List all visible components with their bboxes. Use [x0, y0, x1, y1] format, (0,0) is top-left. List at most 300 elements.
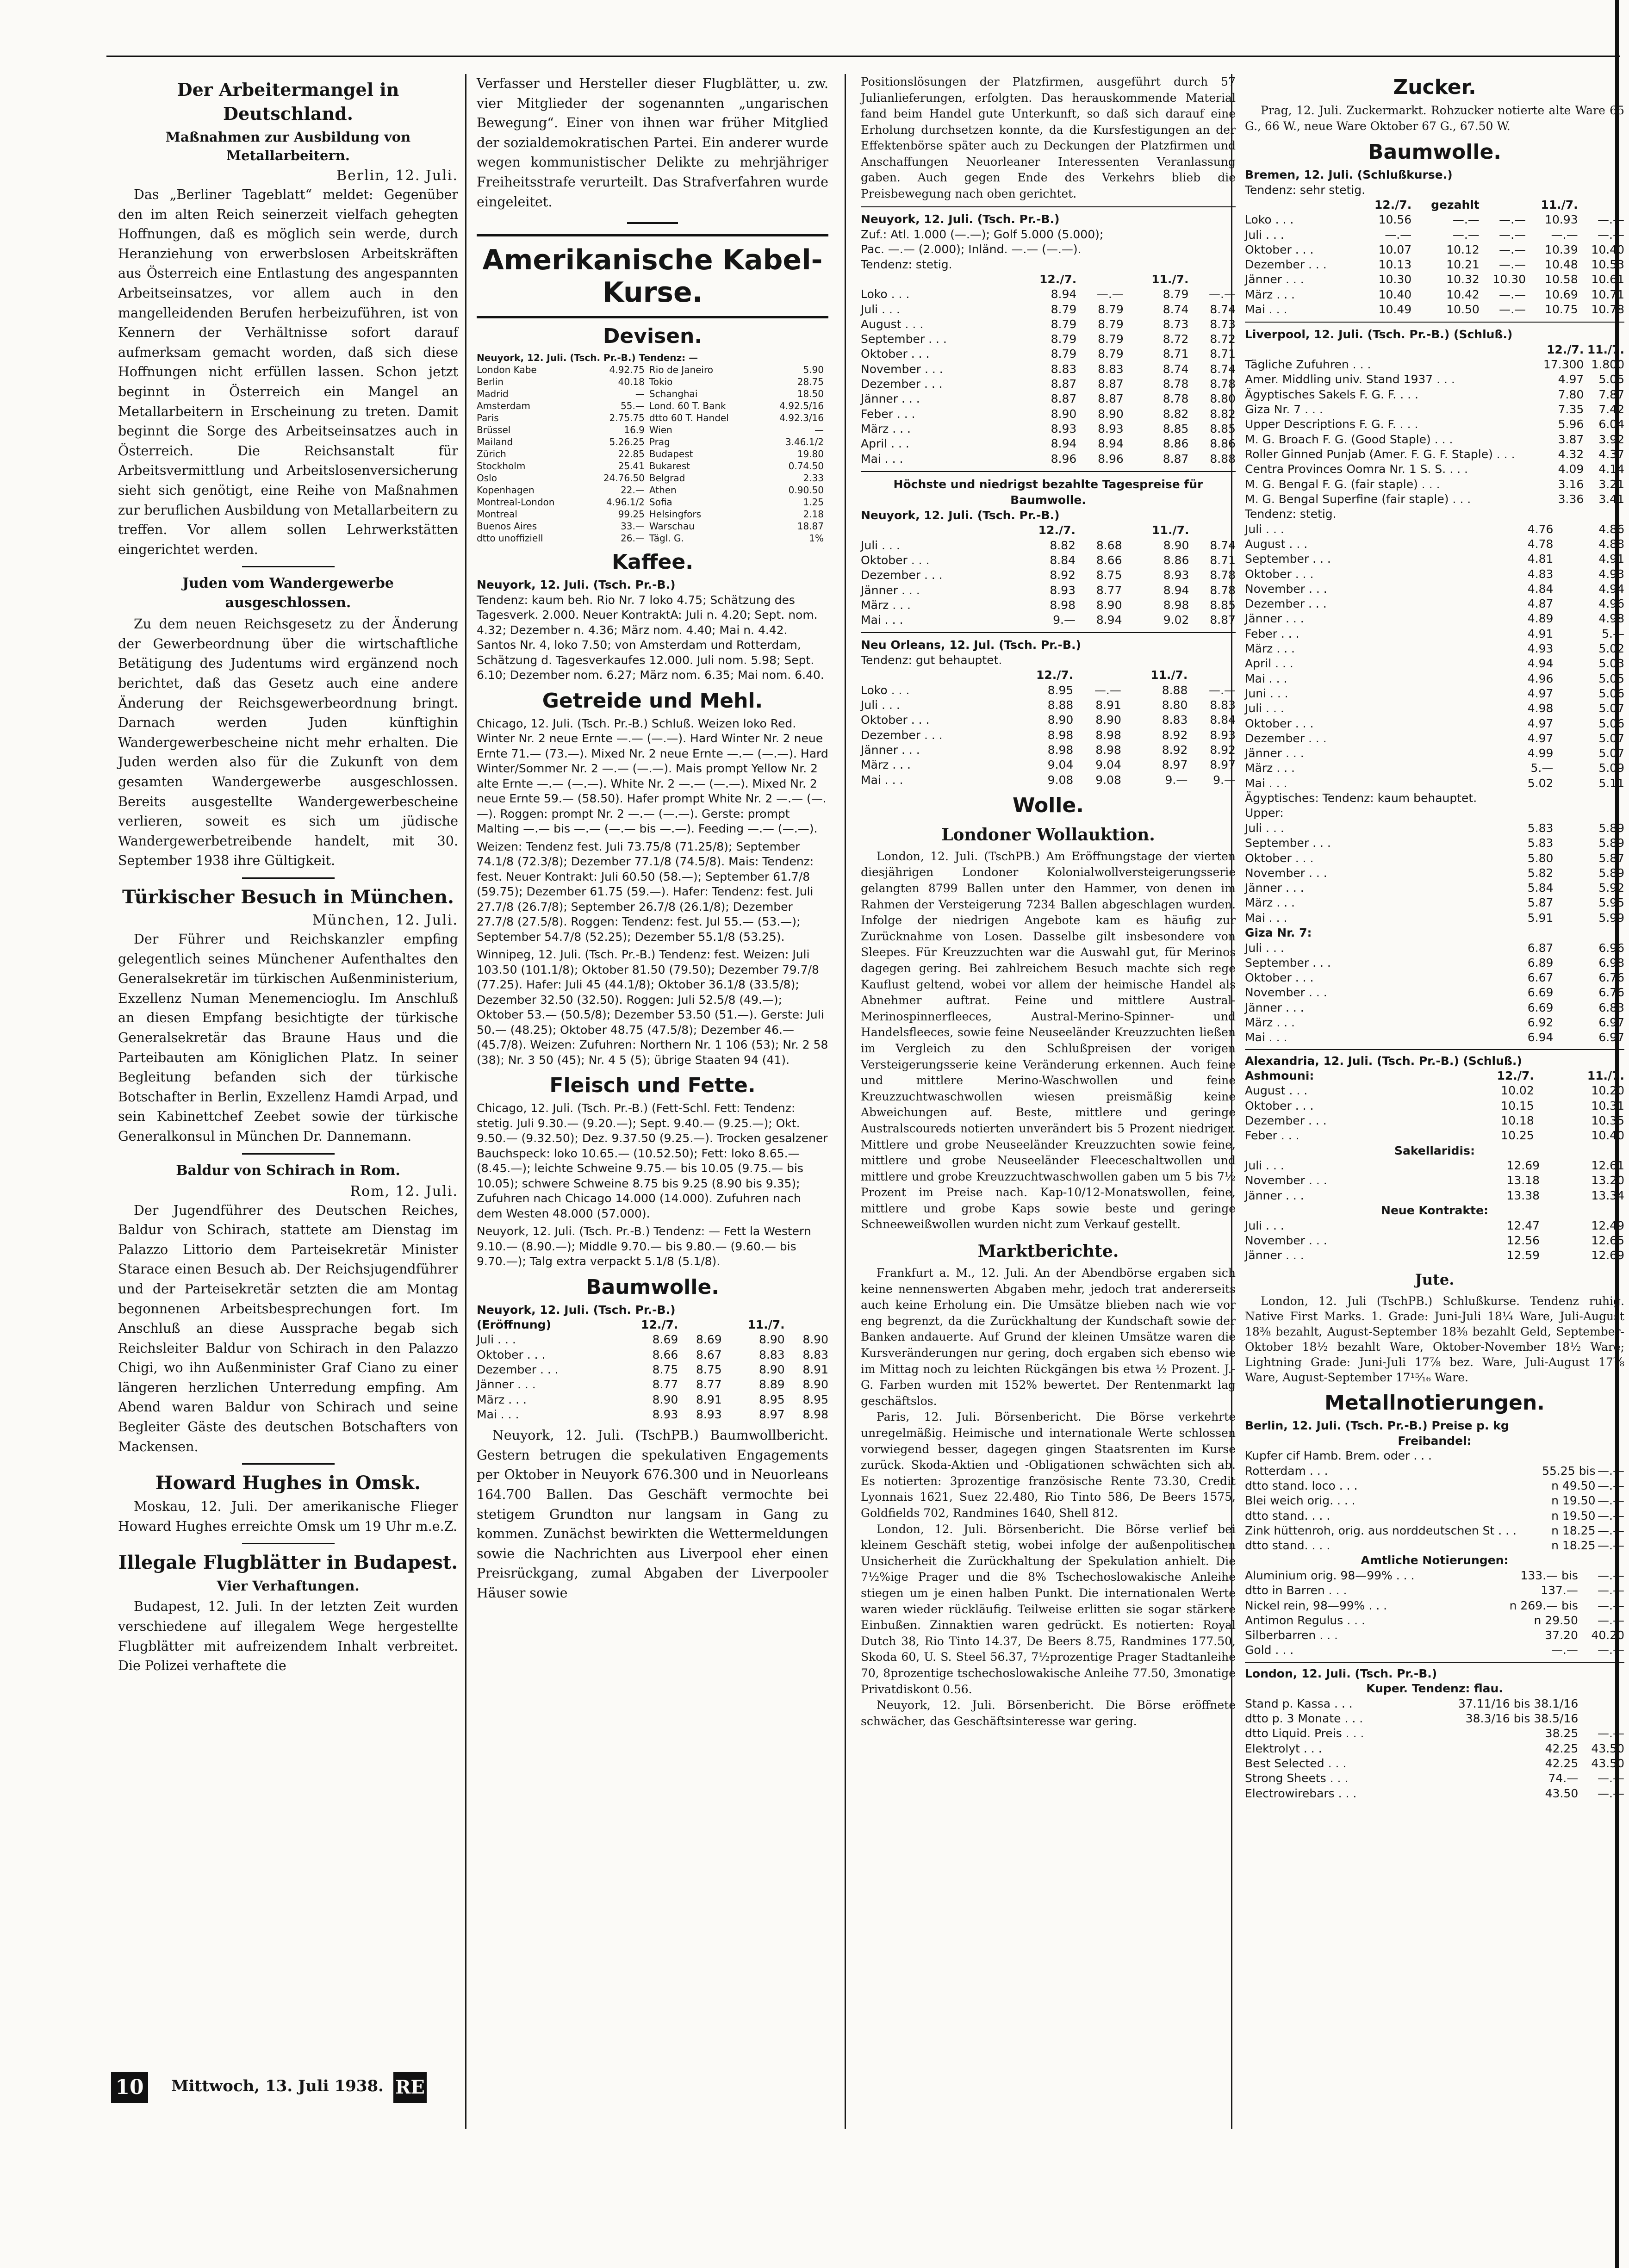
table-row — [477, 1377, 828, 1392]
row-label: Dezember . . . — [861, 568, 943, 582]
currency-name: Tägl. G. — [649, 533, 684, 544]
section-title: Höchste und niedrigst bezahlte Tagespreise für Baumwolle. — [893, 477, 1203, 507]
issue-date: Mittwoch, 13. Juli 1938. — [171, 2077, 384, 2095]
quote-value: —.— — [1499, 303, 1526, 317]
quote-value: 13.34 — [1591, 1188, 1624, 1202]
column-header: 12./7. — [641, 1318, 678, 1332]
market-report: Weizen: Tendenz fest. Juli 73.75/8 (71.25/8); September 74.1/8 (72.3/8); Dezember 77.1/8 (74.5/8). Mais: Tendenz: fest. Neuer Kontrakt: Juli 60.50 (58.—); September 61.7/8 (59.75); Dezember 61.75 (59.—). Hafer: Tendenz: fest. Juli 27.7/8 (26.7/8); September 26.7/8 (26.1/8); Dezember 27.7/8 (27.5/8). Roggen: Tendenz: fest. Jul 55.— (53.—); September 54.7/8 (52.25); Dezember 55.1/8 (53.25). — [477, 839, 814, 944]
row-label: Juli . . . — [477, 1333, 516, 1347]
table-row — [861, 713, 1236, 727]
currency-rate: 4.92.75 — [609, 364, 645, 376]
currency-name: Lond. 60 T. Bank — [649, 400, 726, 412]
quote-value: 4.09 — [1558, 462, 1584, 476]
quote-value: 8.87 — [1051, 377, 1077, 391]
quote-value: 43.50 — [1545, 1786, 1579, 1800]
row-label: Oktober . . . — [861, 553, 930, 567]
quote-value: 8.90 — [1047, 713, 1074, 727]
quote-value: 8.85 — [1163, 422, 1189, 435]
table-row — [1245, 716, 1624, 731]
market-report: Prag, 12. Juli. Zuckermarkt. Rohzucker notierte alte Ware 65 G., 66 W., neue Ware Oktober 67 G., 67.50 W. — [1245, 104, 1624, 133]
quote-value: 10.69 — [1545, 287, 1578, 301]
article-title: Türkischer Besuch in München. — [122, 886, 454, 908]
market-line: Pac. —.— (2.000); Inländ. —.— (—.—). — [861, 242, 1082, 256]
quote-value: 12.49 — [1591, 1218, 1624, 1232]
row-label: Roller Ginned Punjab (Amer. F. G. F. Staple) . . . — [1245, 447, 1515, 461]
row-label: Juli . . . — [1245, 941, 1284, 955]
quote-value: 8.78 — [1210, 583, 1236, 597]
quote-value: 38.25 — [1545, 1727, 1579, 1740]
divider — [242, 1543, 335, 1544]
quote-value: 3.21 — [1598, 477, 1624, 491]
column-header — [1189, 523, 1236, 538]
quote-value: 8.95 — [802, 1392, 828, 1406]
row-label: dtto stand. . . . — [1245, 1539, 1331, 1553]
table-row — [1245, 746, 1624, 761]
article-body: Moskau, 12. Juli. Der amerikanische Flieger Howard Hughes erreichte Omsk um 19 Uhr m.e.Z. — [118, 1499, 458, 1534]
currency-name: Berlin — [477, 376, 504, 388]
row-label: Jänner . . . — [861, 583, 920, 597]
table-row — [1245, 641, 1624, 656]
quote-value: —.— — [1499, 213, 1526, 227]
table-row — [861, 436, 1236, 451]
quote-value: 10.53 — [1591, 258, 1624, 272]
currency-name: Stockholm — [477, 460, 526, 472]
quote-value: —.— — [1598, 1786, 1624, 1800]
row-label: November . . . — [1245, 1233, 1327, 1247]
currency-rate: 55.— — [621, 400, 645, 412]
table-row — [861, 302, 1236, 317]
row-label: M. G. Bengal F. G. (fair staple) . . . — [1245, 477, 1440, 491]
row-label: Giza Nr. 7 . . . — [1245, 403, 1323, 416]
section-title: Marktberichte. — [977, 1242, 1119, 1261]
market-header: London, 12. Juli. (Tsch. Pr.-B.) — [1245, 1666, 1437, 1680]
market-line: Freibandel: — [1398, 1434, 1472, 1448]
row-label: November . . . — [1245, 1174, 1327, 1187]
quote-value: —.— — [1598, 1584, 1624, 1597]
table-header — [1245, 198, 1624, 212]
quote-value: 4.97 — [1527, 716, 1554, 730]
article-body: Das „Berliner Tageblatt“ meldet: Gegenüber den im alten Reich seinerzeit vielfach gehegten Hoffnungen, daß es möglich sein werde, durch Heranziehung von erwerbslosen Arbeitskräften aus Österreich eine Entlastung des angespannten Arbeitseinsatzes, vor allem auch in den mangelleidenden Berufen herbeizuführen, ist von Kennern der Verhältnisse sofort darauf aufmerksam gemacht worden, daß sich diese Hoffnungen nicht erfüllen lassen. Schon jetzt beginnt in Österreich ein Mangel an Metallarbeitern in Erscheinung zu treten. Damit beginnt die Sorge des Arbeitseinsatzes auch in Österreich. Die Reichsanstalt für Arbeitsvermittlung und Arbeitslosenversicherung sieht sich genötigt, eine Reihe von Maßnahmen zur beruflichen Ausbildung von Metallarbeitern zu treffen. Vor allem sollen Lehrwerkstätten eingerichtet werden. — [118, 187, 458, 557]
row-label: Jänner . . . — [1245, 881, 1304, 895]
currency-rate: 1.25 — [803, 497, 824, 508]
quote-value: —.— — [1094, 683, 1121, 697]
quote-value: 8.98 — [1095, 728, 1121, 742]
article-continuation: Positionslösungen der Platzfirmen, ausgeführt durch 57 Julianlieferungen, erfolgten. Das herauskommende Material fand beim Handel gute Unterkunft, so daß sich darauf eine Erholung durchsetzen konnte, da die Kursfestigungen an der Effektenbörse später auch zu Deckungen der Platzfirmen und Anschaffungen Neuorleaner Interessenten Veranlassung gaben. Auch gegen Ende des Verkehrs blieb die Preisbewegung nach oben gerichtet. — [861, 75, 1236, 200]
quote-value: 3.16 — [1558, 477, 1584, 491]
quote-value: 4.98 — [1527, 702, 1554, 715]
quote-value: 8.77 — [696, 1378, 722, 1392]
row-label: Loko . . . — [861, 683, 910, 697]
quote-value: 4.91 — [1598, 552, 1624, 566]
quote-value — [1578, 1711, 1624, 1726]
market-report: Winnipeg, 12. Juli. (Tsch. Pr.-B.) Tendenz: fest. Weizen: Juli 103.50 (101.1/8); Oktober 81.50 (79.50); Dezember 79.7/8 (77.25). Hafer: Juli 45 (44.1/8); Oktober 36.1/8 (33.5/8); Dezember 32.50 (32.50). Roggen: Juli 52.5/8 (49.—); Oktober 53.— (50.5/8); Dezember 53.50 (51.—). Gerste: Juli 50.— (48.25); Oktober 48.75 (47.5/8); Dezember 46.— (45.7/8). Weizen: Zufuhren: Northern Nr. 1 106 (53); Nr. 2 58 (38); Nr. 3 50 (45); Nr. 4 5 (5); übrige Staaten 94 (41). — [477, 948, 828, 1067]
cotton-table — [1245, 1218, 1624, 1263]
row-label: Oktober . . . — [1245, 851, 1314, 865]
quote-value: 8.79 — [1051, 347, 1077, 361]
section-title: Baumwolle. — [586, 1275, 719, 1299]
currency-rate: 22.85 — [618, 448, 645, 460]
article-subtitle: Maßnahmen zur Ausbildung von Metallarbeitern. — [165, 129, 411, 163]
devisen-row — [477, 412, 828, 424]
quote-value: 8.84 — [1210, 713, 1236, 727]
currency-rate: 19.80 — [797, 448, 824, 460]
cotton-table — [1245, 198, 1624, 317]
market-report: London, 12. Juli. (TschPB.) Am Eröffnungstage der vierten diesjährigen Londoner Kolonialwollversteigerungsserie gelangten 8799 Ballen unter den Hammer, von denen im Rahmen der Versteigerung 7234 Ballen abgeschlagen wurden. Infolge der niedrigen Angebote kam es häufig zur Zurücknahme von Losen. Dasselbe gilt insbesondere von Sleepes. Für Kreuzzuchten war die Auswahl gut, für Merinos dagegen gering. Bei zahlreichem Besuch machte sich rege Kauflust geltend, wobei vor allem der heimische Handel als Abnehmer auftrat. Feine und mittlere Austral-Merinospinnerfleeces, Austral-Merino-Spinner- und Handelsfleeces, sowie feine Neuseeländer Kreuzzuchten ließen im Vergleich zu den Schlußpreisen der vorigen Versteigerungsserie keine Veränderung erkennen. Auch feine und mittlere Merino-Waschwollen und feine Kreuzzuchtwaschwollen wiesen preismäßig keine Abweichungen auf. Beste, mittlere und geringe Australscoureds notierten unverändert bis 5 Prozent niedriger. Mittlere und grobe Neuseeländer Kreuzzuchten sowie feine, mittlere und grobe Neuseeländer Fleeceschaltwollen und mittlere und grobe Kreuzzuchtwaschwollen gaben um 5 bis 7½ Prozent im Preise nach. Kap-10/12-Monatswollen, feine, mittlere und grobe Kaps sowie beste und geringe Schneeweißwollen wurden nicht zum Verkauf gestellt. — [861, 849, 1236, 1231]
quote-value: 8.79 — [1098, 302, 1124, 316]
quote-value: —.— — [1499, 258, 1526, 272]
market-header: Liverpool, 12. Juli. (Tsch. Pr.-B.) (Schluß.) — [1245, 328, 1513, 342]
table-row — [1245, 272, 1624, 287]
divider — [242, 1153, 335, 1155]
row-label: Juli . . . — [1245, 1159, 1284, 1173]
quote-value: 137.— — [1541, 1584, 1578, 1597]
devisen-row — [477, 376, 828, 388]
devisen-table — [477, 364, 828, 544]
quote-value: 10.35 — [1591, 1114, 1624, 1128]
currency-rate: 22.— — [621, 485, 645, 496]
row-label: August . . . — [1245, 1084, 1308, 1098]
section-title: Jute. — [1415, 1271, 1455, 1289]
quote-value: 10.30 — [1378, 273, 1412, 286]
row-label: Oktober . . . — [1245, 971, 1314, 985]
column-header — [785, 1317, 828, 1332]
column-header: 12./7. — [1036, 668, 1074, 682]
row-label: Mai . . . — [477, 1407, 519, 1421]
quote-value: 12.59 — [1506, 1249, 1540, 1262]
quote-value: 5.06 — [1598, 686, 1624, 700]
quote-value: 10.93 — [1545, 213, 1578, 227]
row-label: März . . . — [1245, 1016, 1295, 1030]
column-header — [1188, 668, 1236, 683]
table-row — [1245, 611, 1624, 626]
currency-rate: 4.92.3/16 — [779, 412, 824, 424]
quote-value: 37.11/16 bis 38.1/16 — [1458, 1696, 1579, 1710]
currency-rate: — — [635, 388, 645, 400]
cotton-table — [1245, 821, 1624, 926]
row-label: Blei weich orig. . . . — [1245, 1494, 1355, 1508]
market-report: Neuyork, 12. Juli. (Tsch. Pr.-B.) Tendenz: — Fett la Western 9.10.— (8.90.—); Middle 9.70.— bis 9.80.— (9.60.— bis 9.70.—); Talg extra verpackt 5.1/8 (5.1/8). — [477, 1224, 811, 1268]
table-row — [1245, 287, 1624, 302]
row-label: Jänner . . . — [1245, 612, 1304, 626]
quote-value: 38.3/16 bis 38.5/16 — [1465, 1712, 1579, 1726]
table-row — [1245, 1628, 1624, 1643]
table-row — [1245, 357, 1624, 372]
currency-name: Kopenhagen — [477, 485, 535, 496]
quote-value: 8.79 — [1051, 302, 1077, 316]
row-label: dtto in Barren . . . — [1245, 1584, 1347, 1597]
quote-value: —.— — [1209, 683, 1236, 697]
row-label: Juli . . . — [861, 302, 900, 316]
quote-value: 4.97 — [1527, 731, 1554, 745]
column-header: 12./7. — [1039, 273, 1077, 286]
quote-value: 4.78 — [1527, 537, 1554, 551]
quote-value: 6.97 — [1598, 1031, 1624, 1044]
quote-value: 4.86 — [1598, 522, 1624, 536]
row-label: September . . . — [1245, 552, 1331, 566]
quote-value: 8.79 — [1098, 317, 1124, 331]
currency-rate: 4.92.5/16 — [779, 400, 824, 412]
row-label: Dezember . . . — [1245, 731, 1327, 745]
quote-value: 8.92 — [1162, 728, 1188, 742]
row-label: Juli . . . — [1245, 702, 1284, 715]
quote-value: 10.20 — [1591, 1084, 1624, 1098]
quote-value: 10.18 — [1501, 1114, 1534, 1128]
quote-value: 10.12 — [1446, 242, 1480, 256]
table-row — [1245, 1248, 1624, 1263]
quote-value: 8.93 — [1050, 583, 1076, 597]
quote-value: 10.50 — [1446, 303, 1480, 317]
row-label: Dezember . . . — [1245, 258, 1327, 272]
table-row — [1245, 302, 1624, 317]
quote-value: 42.25 — [1545, 1741, 1579, 1755]
quote-value — [1578, 1696, 1624, 1711]
table-row — [1245, 1464, 1624, 1479]
quote-value: —.— — [1452, 213, 1480, 227]
table-header — [1245, 1069, 1624, 1083]
quote-value: 5.02 — [1527, 776, 1554, 790]
quote-value: 8.71 — [1163, 347, 1189, 361]
quote-value: 8.98 — [1047, 728, 1074, 742]
currency-name: Montreal — [477, 509, 517, 520]
quote-value: 6.96 — [1598, 941, 1624, 955]
quote-value: 7.35 — [1558, 403, 1584, 416]
table-row — [1245, 582, 1624, 597]
article-title: Der Arbeitermangel in Deutschland. — [177, 79, 399, 124]
table-row — [477, 1392, 828, 1407]
currency-name: Helsingfors — [649, 509, 702, 520]
quote-value: 8.94 — [1051, 287, 1077, 301]
table-row — [1245, 851, 1624, 866]
devisen-row — [477, 496, 828, 508]
currency-name: Paris — [477, 412, 499, 424]
currency-name: Madrid — [477, 388, 509, 400]
quote-value: 4.94 — [1527, 657, 1554, 671]
quote-value: 8.75 — [1096, 568, 1122, 582]
table-row — [1245, 761, 1624, 776]
quote-value: 4.89 — [1527, 612, 1554, 626]
quote-value: 5.83 — [1527, 836, 1554, 850]
cotton-table — [1245, 522, 1624, 791]
market-header: Neuyork, 12. Juli. (Tsch. Pr.-B.) — [477, 578, 676, 592]
quote-value: 8.83 — [1162, 713, 1188, 727]
quote-value: —.— — [1096, 287, 1124, 301]
table-row — [1245, 1643, 1624, 1658]
devisen-row — [477, 520, 828, 532]
quote-value: 5.07 — [1598, 731, 1624, 745]
quote-value: 8.93 — [1210, 728, 1236, 742]
divider — [1245, 1049, 1624, 1050]
table-row — [1245, 1158, 1624, 1173]
quote-value: 4.97 — [1558, 373, 1584, 386]
row-label: Aluminium orig. 98—99% . . . — [1245, 1568, 1415, 1582]
row-label: dtto Liquid. Preis . . . — [1245, 1727, 1364, 1740]
column-header: Ashmouni: — [1245, 1069, 1314, 1083]
quote-value: 8.78 — [1210, 377, 1236, 391]
quote-value: 6.89 — [1527, 956, 1554, 969]
quote-value: 6.69 — [1527, 986, 1554, 1000]
quote-value: 8.85 — [1210, 422, 1236, 435]
row-label: März . . . — [1245, 642, 1295, 656]
article-title: Howard Hughes in Omsk. — [155, 1472, 421, 1494]
quote-value: 5.87 — [1598, 851, 1624, 865]
quote-value: 8.91 — [802, 1363, 828, 1377]
quote-value: —.— — [1385, 228, 1412, 242]
quote-value: 37.20 — [1545, 1628, 1578, 1642]
table-header — [1245, 342, 1624, 357]
quote-value: 9.08 — [1095, 773, 1121, 787]
table-row — [861, 583, 1236, 598]
currency-rate: 16.9 — [624, 424, 645, 436]
column-header: gezahlt — [1431, 198, 1480, 211]
quote-value: 8.88 — [1047, 698, 1074, 712]
table-row — [1245, 1113, 1624, 1128]
table-header — [861, 272, 1236, 287]
market-header: Bremen, 12. Juli. (Schlußkurse.) — [1245, 168, 1453, 181]
devisen-row — [477, 460, 828, 472]
market-line: Kuper. Tendenz: flau. — [1366, 1682, 1503, 1696]
row-label: Elektrolyt . . . — [1245, 1741, 1322, 1755]
currency-name: Buenos Aires — [477, 521, 537, 532]
table-row — [1245, 686, 1624, 701]
quote-value: 4.81 — [1527, 552, 1554, 566]
market-line: Tendenz: stetig. — [861, 257, 952, 271]
currency-rate: 18.50 — [797, 388, 824, 400]
quote-value: —.— — [1598, 213, 1624, 227]
row-label: dtto p. 3 Monate . . . — [1245, 1712, 1363, 1726]
quote-value: 10.71 — [1591, 287, 1624, 301]
quote-value: 8.93 — [1098, 422, 1124, 435]
devisen-row — [477, 424, 828, 436]
quote-value: 9.08 — [1047, 773, 1074, 787]
devisen-row — [477, 448, 828, 460]
quote-value: 8.96 — [1051, 452, 1077, 466]
table-row — [1245, 941, 1624, 956]
quote-value: 8.92 — [1210, 743, 1236, 757]
quote-value: 8.66 — [1096, 553, 1122, 567]
quote-value: 8.74 — [1163, 302, 1189, 316]
quote-value: 8.98 — [802, 1407, 828, 1421]
quote-value: 3.36 — [1558, 492, 1584, 506]
table-row — [1245, 432, 1624, 447]
currency-name: Prag — [649, 436, 670, 448]
table-row — [1245, 1711, 1624, 1726]
quote-value: 8.94 — [1163, 583, 1189, 597]
quote-value: n 29.50 — [1534, 1613, 1578, 1627]
market-line: Zuf.: Atl. 1.000 (—.—); Golf 5.000 (5.000); — [861, 227, 1104, 241]
quote-value: —.— — [1598, 1479, 1624, 1492]
row-label: Jänner . . . — [477, 1378, 536, 1392]
quote-value: 8.87 — [1098, 377, 1124, 391]
row-label: November . . . — [1245, 986, 1327, 1000]
quote-value: 7.80 — [1558, 387, 1584, 401]
quote-value: 5.05 — [1598, 671, 1624, 685]
quote-value: 10.40 — [1591, 242, 1624, 256]
row-label: März . . . — [1245, 761, 1295, 775]
row-label: März . . . — [861, 422, 911, 435]
quote-value: 9.04 — [1047, 758, 1074, 772]
quote-value: 8.96 — [1098, 452, 1124, 466]
quote-value: 13.18 — [1506, 1174, 1540, 1187]
quote-value: 5.89 — [1598, 821, 1624, 835]
column-rule-1 — [465, 74, 466, 2129]
column-header: 12./7. — [1038, 523, 1076, 537]
row-label: Feber . . . — [861, 407, 915, 421]
quote-value: 5.— — [1602, 627, 1624, 640]
quote-value: 4.87 — [1527, 597, 1554, 611]
quote-value: —.— — [1452, 228, 1480, 242]
column-header: 11./7. — [1587, 1069, 1624, 1083]
quote-value: 6.94 — [1527, 1031, 1554, 1044]
table-row — [1245, 1568, 1624, 1583]
market-line: Giza Nr. 7: — [1245, 926, 1312, 940]
currency-rate: 18.87 — [797, 521, 824, 532]
divider — [861, 471, 1236, 472]
table-row — [1245, 1726, 1624, 1741]
quote-value: 5.89 — [1598, 836, 1624, 850]
quote-value: 4.32 — [1558, 447, 1584, 461]
table-row — [1245, 1741, 1624, 1756]
table-row — [1245, 701, 1624, 716]
quote-value: 8.94 — [1098, 437, 1124, 451]
quote-value: 8.83 — [759, 1348, 785, 1361]
table-header — [861, 523, 1236, 538]
row-label: Mai . . . — [1245, 911, 1287, 925]
cotton-table — [861, 523, 1236, 628]
quote-value: 12.69 — [1506, 1159, 1540, 1173]
currency-name: Bukarest — [649, 460, 690, 472]
quote-value: 10.13 — [1378, 258, 1412, 272]
quote-value: 8.83 — [1210, 698, 1236, 712]
divider — [242, 1463, 335, 1465]
market-report: Paris, 12. Juli. Börsenbericht. Die Börse verkehrte unregelmäßig. Heimische und internationale Werte schlossen vorwiegend besser, dagegen gingen Staatsrenten im Kurse zurück. Skoda-Aktien und -Obligationen schwächten sich ab. Es notierten: 3prozentige französische Rente 73.30, Credit Lyonnais 1621, Suez 22.480, Rio Tinto 586, De Beers 1575, Goldfields 702, Randmines 1640, Shell 812. — [861, 1410, 1236, 1520]
devisen-row — [477, 400, 828, 412]
article-body: Der Führer und Reichskanzler empfing gelegentlich seines Münchener Aufenthaltes den Generalsekretär im türkischen Außenministerium, Exzellenz Numan Menemencioglu. Im Anschluß an diesen Empfang besichtigte der türkische Generalsekretär das Braune Haus und die Parteibauten am Königlichen Platz. In seiner Begleitung befanden sich der türkische Botschafter in Berlin, Exzellenz Hamdi Arpad, und sein Kabinettchef Zeebet sowie der türkische Generalkonsul in München Dr. Dannemann. — [118, 932, 458, 1144]
table-row — [1245, 552, 1624, 566]
quote-value: 5.— — [1530, 761, 1554, 775]
quote-value: 9.04 — [1095, 758, 1121, 772]
quote-value: 8.78 — [1210, 568, 1236, 582]
divider — [242, 877, 335, 879]
currency-rate: 3.46.1/2 — [785, 436, 824, 448]
row-label: Mai . . . — [861, 613, 903, 627]
column-header — [861, 272, 1012, 287]
table-row — [1245, 821, 1624, 836]
table-row — [1245, 1493, 1624, 1508]
quote-value: —.— — [1598, 1771, 1624, 1785]
quote-value: 10.02 — [1501, 1084, 1534, 1098]
table-row — [1245, 866, 1624, 881]
table-row — [1245, 1173, 1624, 1188]
quote-value: 8.90 — [1098, 407, 1124, 421]
divider — [242, 566, 335, 567]
quote-value: 10.56 — [1378, 213, 1412, 227]
table-row — [861, 743, 1236, 758]
table-row — [1245, 537, 1624, 552]
currency-name: Schanghai — [649, 388, 698, 400]
market-line: Neue Kontrakte: — [1381, 1204, 1488, 1218]
quote-value: 10.39 — [1545, 242, 1578, 256]
quote-value: 40.20 — [1591, 1628, 1624, 1642]
table-row — [1245, 1523, 1624, 1538]
quote-value: 6.04 — [1598, 417, 1624, 431]
market-report: Frankfurt a. M., 12. Juli. An der Abendbörse ergaben sich keine nennenswerten Abgaben mehr, jedoch trat andererseits auch keine Erholung ein. Die Umsätze blieben nach wie vor eng begrenzt, da die Zurückhaltung der Kundschaft sowie der Banken andauerte. Auf Grund der kleinen Umsätze waren die Kursveränderungen nur gering, doch ergaben sich ebenso wie im Mittag noch zu leichten Rückgängen bis etwa ½ Prozent. J.-G. Farben wurden mit 152% bewertet. Der Rentenmarkt lag geschäftslos. — [861, 1266, 1236, 1408]
quote-value: 4.93 — [1598, 567, 1624, 581]
quote-value: 3.87 — [1558, 432, 1584, 446]
row-label: Kupfer cif Hamb. Brem. oder . . . — [1245, 1449, 1432, 1463]
row-label: Upper Descriptions F. G. F. . . . — [1245, 417, 1418, 431]
section-title: Amerikanische Kabel-Kurse. — [482, 244, 823, 309]
column-header — [1480, 198, 1526, 212]
